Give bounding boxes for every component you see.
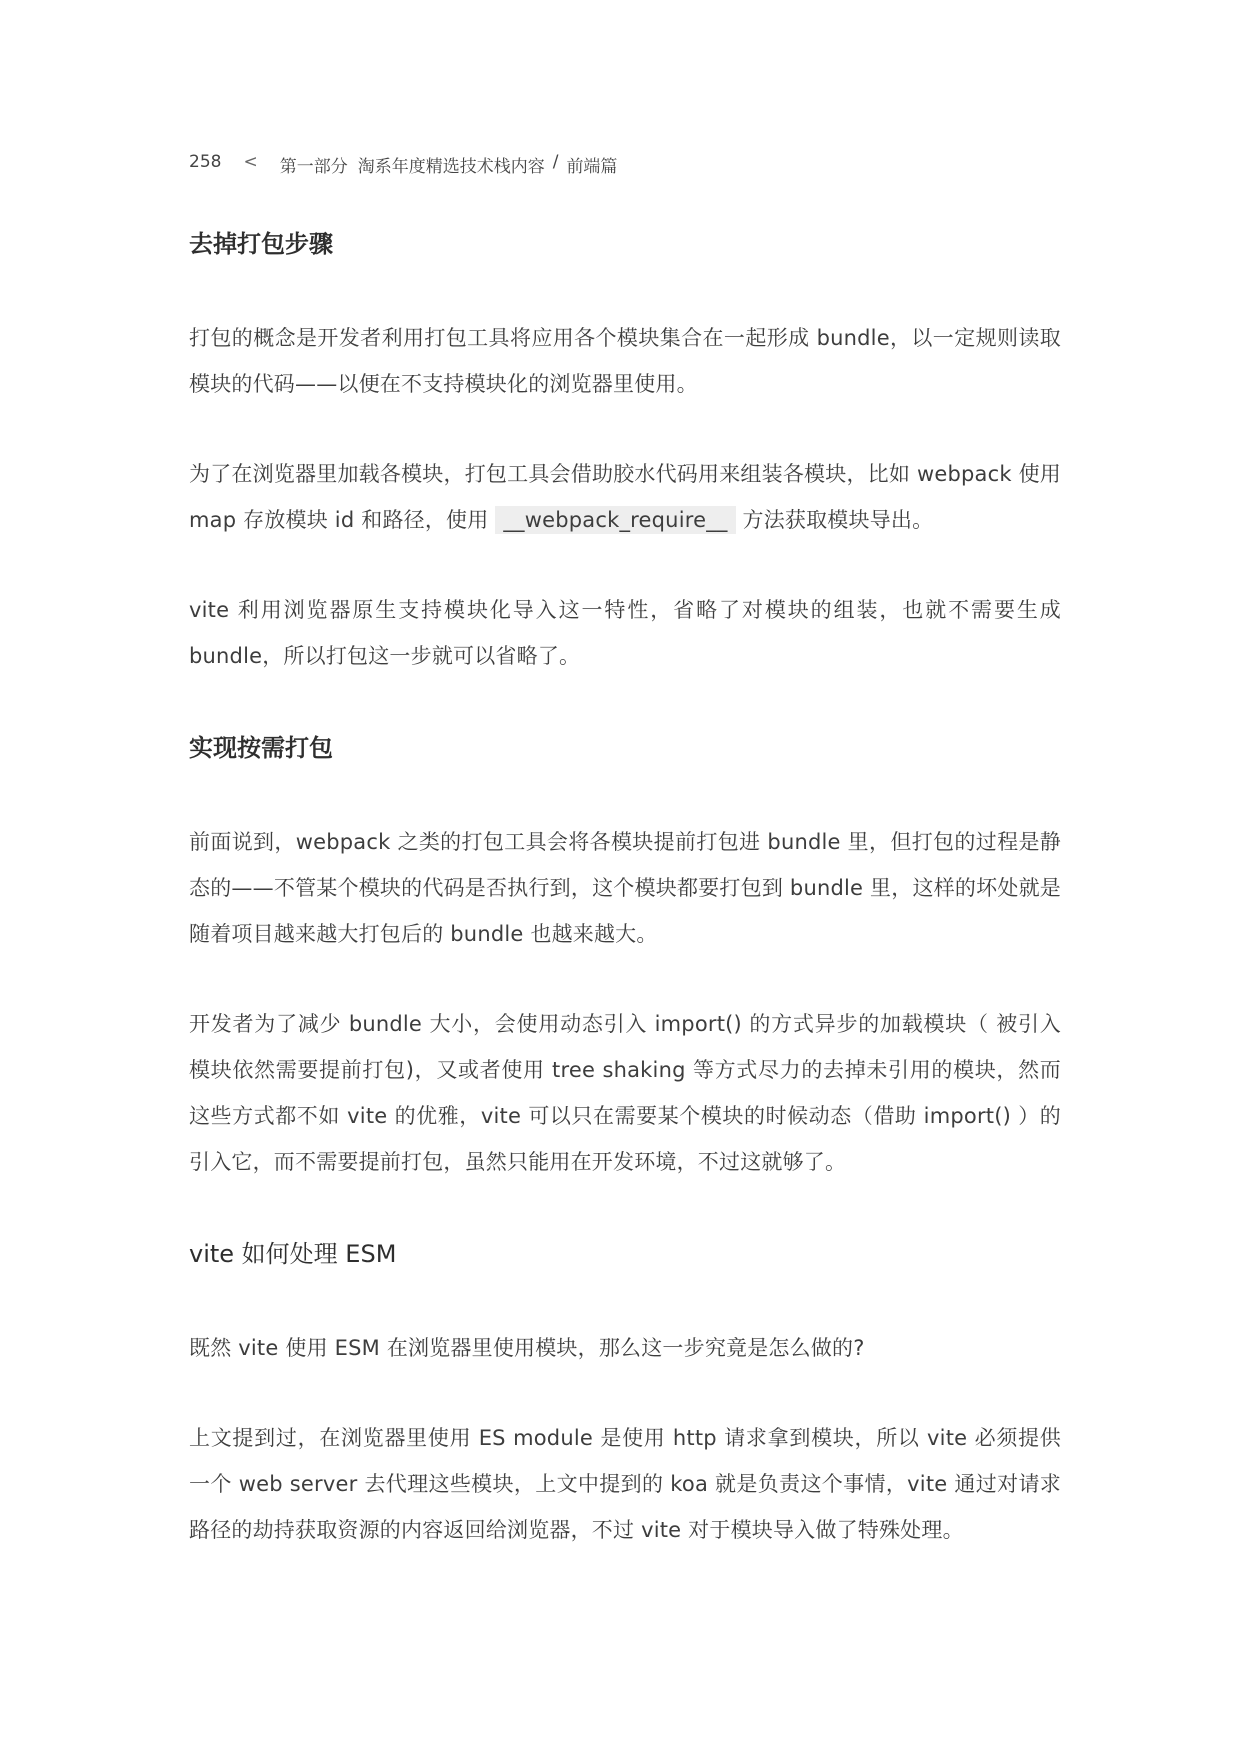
paragraph: vite 利用浏览器原生支持模块化导入这一特性，省略了对模块的组装，也就不需要生成 bundle，所以打包这一步就可以省略了。	[189, 598, 1061, 668]
header-slash: /	[552, 152, 559, 172]
paragraph: 既然 vite 使用 ESM 在浏览器里使用模块，那么这一步究竟是怎么做的?	[189, 1336, 865, 1360]
running-header	[189, 152, 617, 177]
inline-code: __webpack_require__	[495, 506, 735, 534]
section-title-on-demand: 实现按需打包	[189, 734, 333, 762]
header-part: 第一部分	[279, 157, 348, 177]
paragraph: 开发者为了减少 bundle 大小，会使用动态引入 import() 的方式异步的加载模块（ 被引入模块依然需要提前打包)，又或者使用 tree shaking 等方式尽力的去掉未引用的模块，然而这些方式都不如 vite 的优雅，vite 可以只在需要某个模块的时候动态（借助 import() ）的引入它，而不需要提前打包，虽然只能用在开发环境，不过这就够了。	[189, 1012, 1061, 1174]
header-separator: <	[243, 152, 258, 172]
article-body	[189, 225, 1061, 1553]
header-book-title: 淘系年度精选技术栈内容	[357, 157, 545, 177]
paragraph: 上文提到过，在浏览器里使用 ES module 是使用 http 请求拿到模块，所以 vite 必须提供一个 web server 去代理这些模块，上文中提到的 koa 就是负责这个事情，vite 通过对请求路径的劫持获取资源的内容返回给浏览器，不过 vite 对于模块导入做了特殊处理。	[189, 1426, 1061, 1542]
paragraph-text-after: 方法获取模块导出。	[735, 508, 934, 532]
section-title-vite-esm: vite 如何处理 ESM	[189, 1240, 397, 1268]
paragraph-with-code	[189, 451, 1061, 543]
header-chapter: 前端篇	[566, 157, 618, 177]
page-number: 258	[189, 152, 222, 172]
section-title-remove-bundling: 去掉打包步骤	[189, 230, 333, 258]
paragraph-text-before: 为了在浏览器里加载各模块，打包工具会借助胶水代码用来组装各模块，比如 webpack 使用 map 存放模块 id 和路径，使用	[189, 462, 1061, 532]
paragraph: 前面说到，webpack 之类的打包工具会将各模块提前打包进 bundle 里，但打包的过程是静态的——不管某个模块的代码是否执行到，这个模块都要打包到 bundle 里，这样的坏处就是随着项目越来越大打包后的 bundle 也越来越大。	[189, 830, 1061, 946]
paragraph: 打包的概念是开发者利用打包工具将应用各个模块集合在一起形成 bundle，以一定规则读取模块的代码——以便在不支持模块化的浏览器里使用。	[189, 326, 1061, 396]
